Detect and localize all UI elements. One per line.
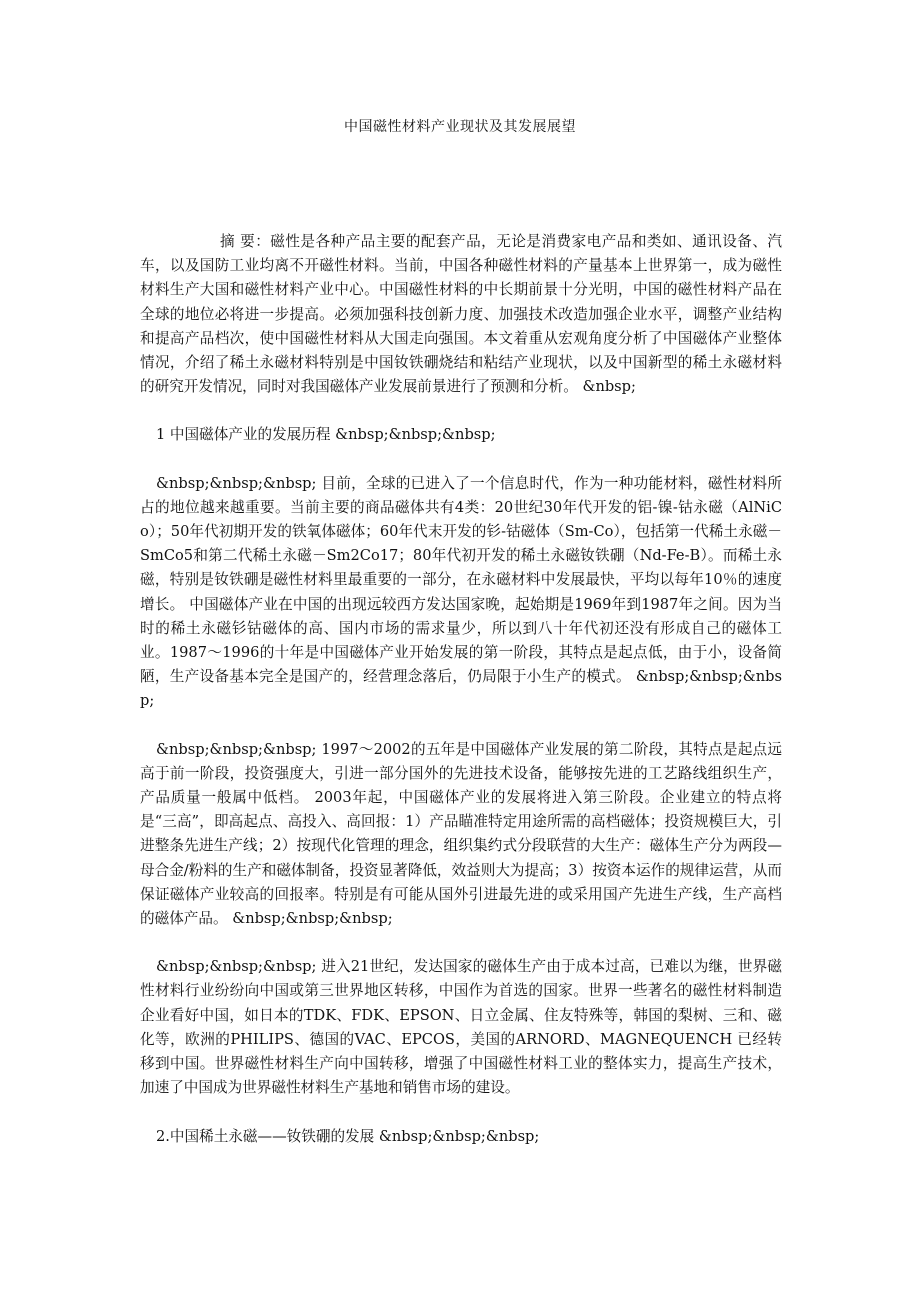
abstract-paragraph: 摘 要：磁性是各种产品主要的配套产品，无论是消费家电产品和类如、通讯设备、汽车，以及国防工业均离不开磁性材料。当前，中国各种磁性材料的产量基本上世界第一，成为磁性材料生产大国和磁性材料产业中心。中国磁性材料的中长期前景十分光明，中国的磁性材料产品在全球的地位必将进一步提高。必须加强科技创新力度、加强技术改造加强企业水平，调整产业结构和提高产品档次，使中国磁性材料从大国走向强国。本文着重从宏观角度分析了中国磁体产业整体情况，介绍了稀土永磁材料特别是中国钕铁硼烧结和粘结产业现状，以及中国新型的稀土永磁材料的研究开发情况，同时对我国磁体产业发展前景进行了预测和分析。 &nbsp; <box>140 233 782 396</box>
section-1-paragraph-2: &nbsp;&nbsp;&nbsp; 1997～2002的五年是中国磁体产业发展的第二阶段，其特点是起点远高于前一阶段，投资强度大，引进一部分国外的先进技术设备，能够按先进的工艺路线组织生产，产品质量一般属中低档。 2003年起，中国磁体产业的发展将进入第三阶段。企业建立的特点将是“三高”，即高起点、高投入、高回报：1）产品瞄准特定用途所需的高档磁体；投资规模巨大，引进整条先进生产线；2）按现代化管理的理念，组织集约式分段联营的大生产：磁体生产分为两段—母合金/粉料的生产和磁体制备，投资显著降低，效益则大为提高；3）按资本运作的规律运营，从而保证磁体产业较高的回报率。特别是有可能从国外引进最先进的或采用国产先进生产线，生产高档的磁体产品。 &nbsp;&nbsp;&nbsp; <box>140 740 782 928</box>
paragraph-gap <box>140 399 782 423</box>
paragraph-gap <box>140 1101 782 1125</box>
paragraph-gap <box>140 448 782 472</box>
document-title: 中国磁性材料产业现状及其发展展望 <box>344 119 576 135</box>
paragraph-gap <box>140 714 782 738</box>
section-1-paragraph-3: &nbsp;&nbsp;&nbsp; 进入21世纪，发达国家的磁体生产由于成本过高，已难以为继，世界磁性材料行业纷纷向中国或第三世界地区转移，中国作为首选的国家。世界一些著名的磁性材料制造企业看好中国，如日本的TDK、FDK、EPSON、日立金属、住友特殊等，韩国的梨树、三和、磁化等，欧洲的PHILIPS、德国的VAC、EPCOS，美国的ARNORD、MAGNEQUENCH 已经转移到中国。世界磁性材料生产向中国转移，增强了中国磁性材料工业的整体实力，提高生产技术，加速了中国成为世界磁性材料生产基地和销售市场的建设。 <box>140 958 782 1097</box>
paragraph-gap <box>140 931 782 955</box>
document-body <box>140 230 782 1149</box>
section-1-heading: 1 中国磁体产业的发展历程 &nbsp;&nbsp;&nbsp; <box>156 426 496 444</box>
section-2-heading: 2.中国稀土永磁——钕铁硼的发展 &nbsp;&nbsp;&nbsp; <box>156 1127 540 1145</box>
section-1-paragraph-1: &nbsp;&nbsp;&nbsp; 目前，全球的已进入了一个信息时代，作为一种功能材料，磁性材料所占的地位越来越重要。当前主要的商品磁体共有4类：20世纪30年代开发的铝-镍-钴永磁（AlNiCo）；50年代初期开发的铁氧体磁体；60年代末开发的钐-钴磁体（Sm-Co），包括第一代稀土永磁－SmCo5和第二代稀土永磁－Sm2Co17；80年代初开发的稀土永磁钕铁硼（Nd-Fe-B）。而稀土永磁，特别是钕铁硼是磁性材料里最重要的一部分，在永磁材料中发展最快，平均以每年10％的速度增长。 中国磁体产业在中国的出现远较西方发达国家晚，起始期是1969年到1987年之间。因为当时的稀土永磁钐钴磁体的高、国内市场的需求量少，所以到八十年代初还没有形成自己的磁体工业。1987～1996的十年是中国磁体产业开始发展的第一阶段，其特点是起点低，由于小，设备简陋，生产设备基本完全是国产的，经营理念落后，仍局限于小生产的模式。 &nbsp;&nbsp;&nbsp; <box>140 474 782 710</box>
